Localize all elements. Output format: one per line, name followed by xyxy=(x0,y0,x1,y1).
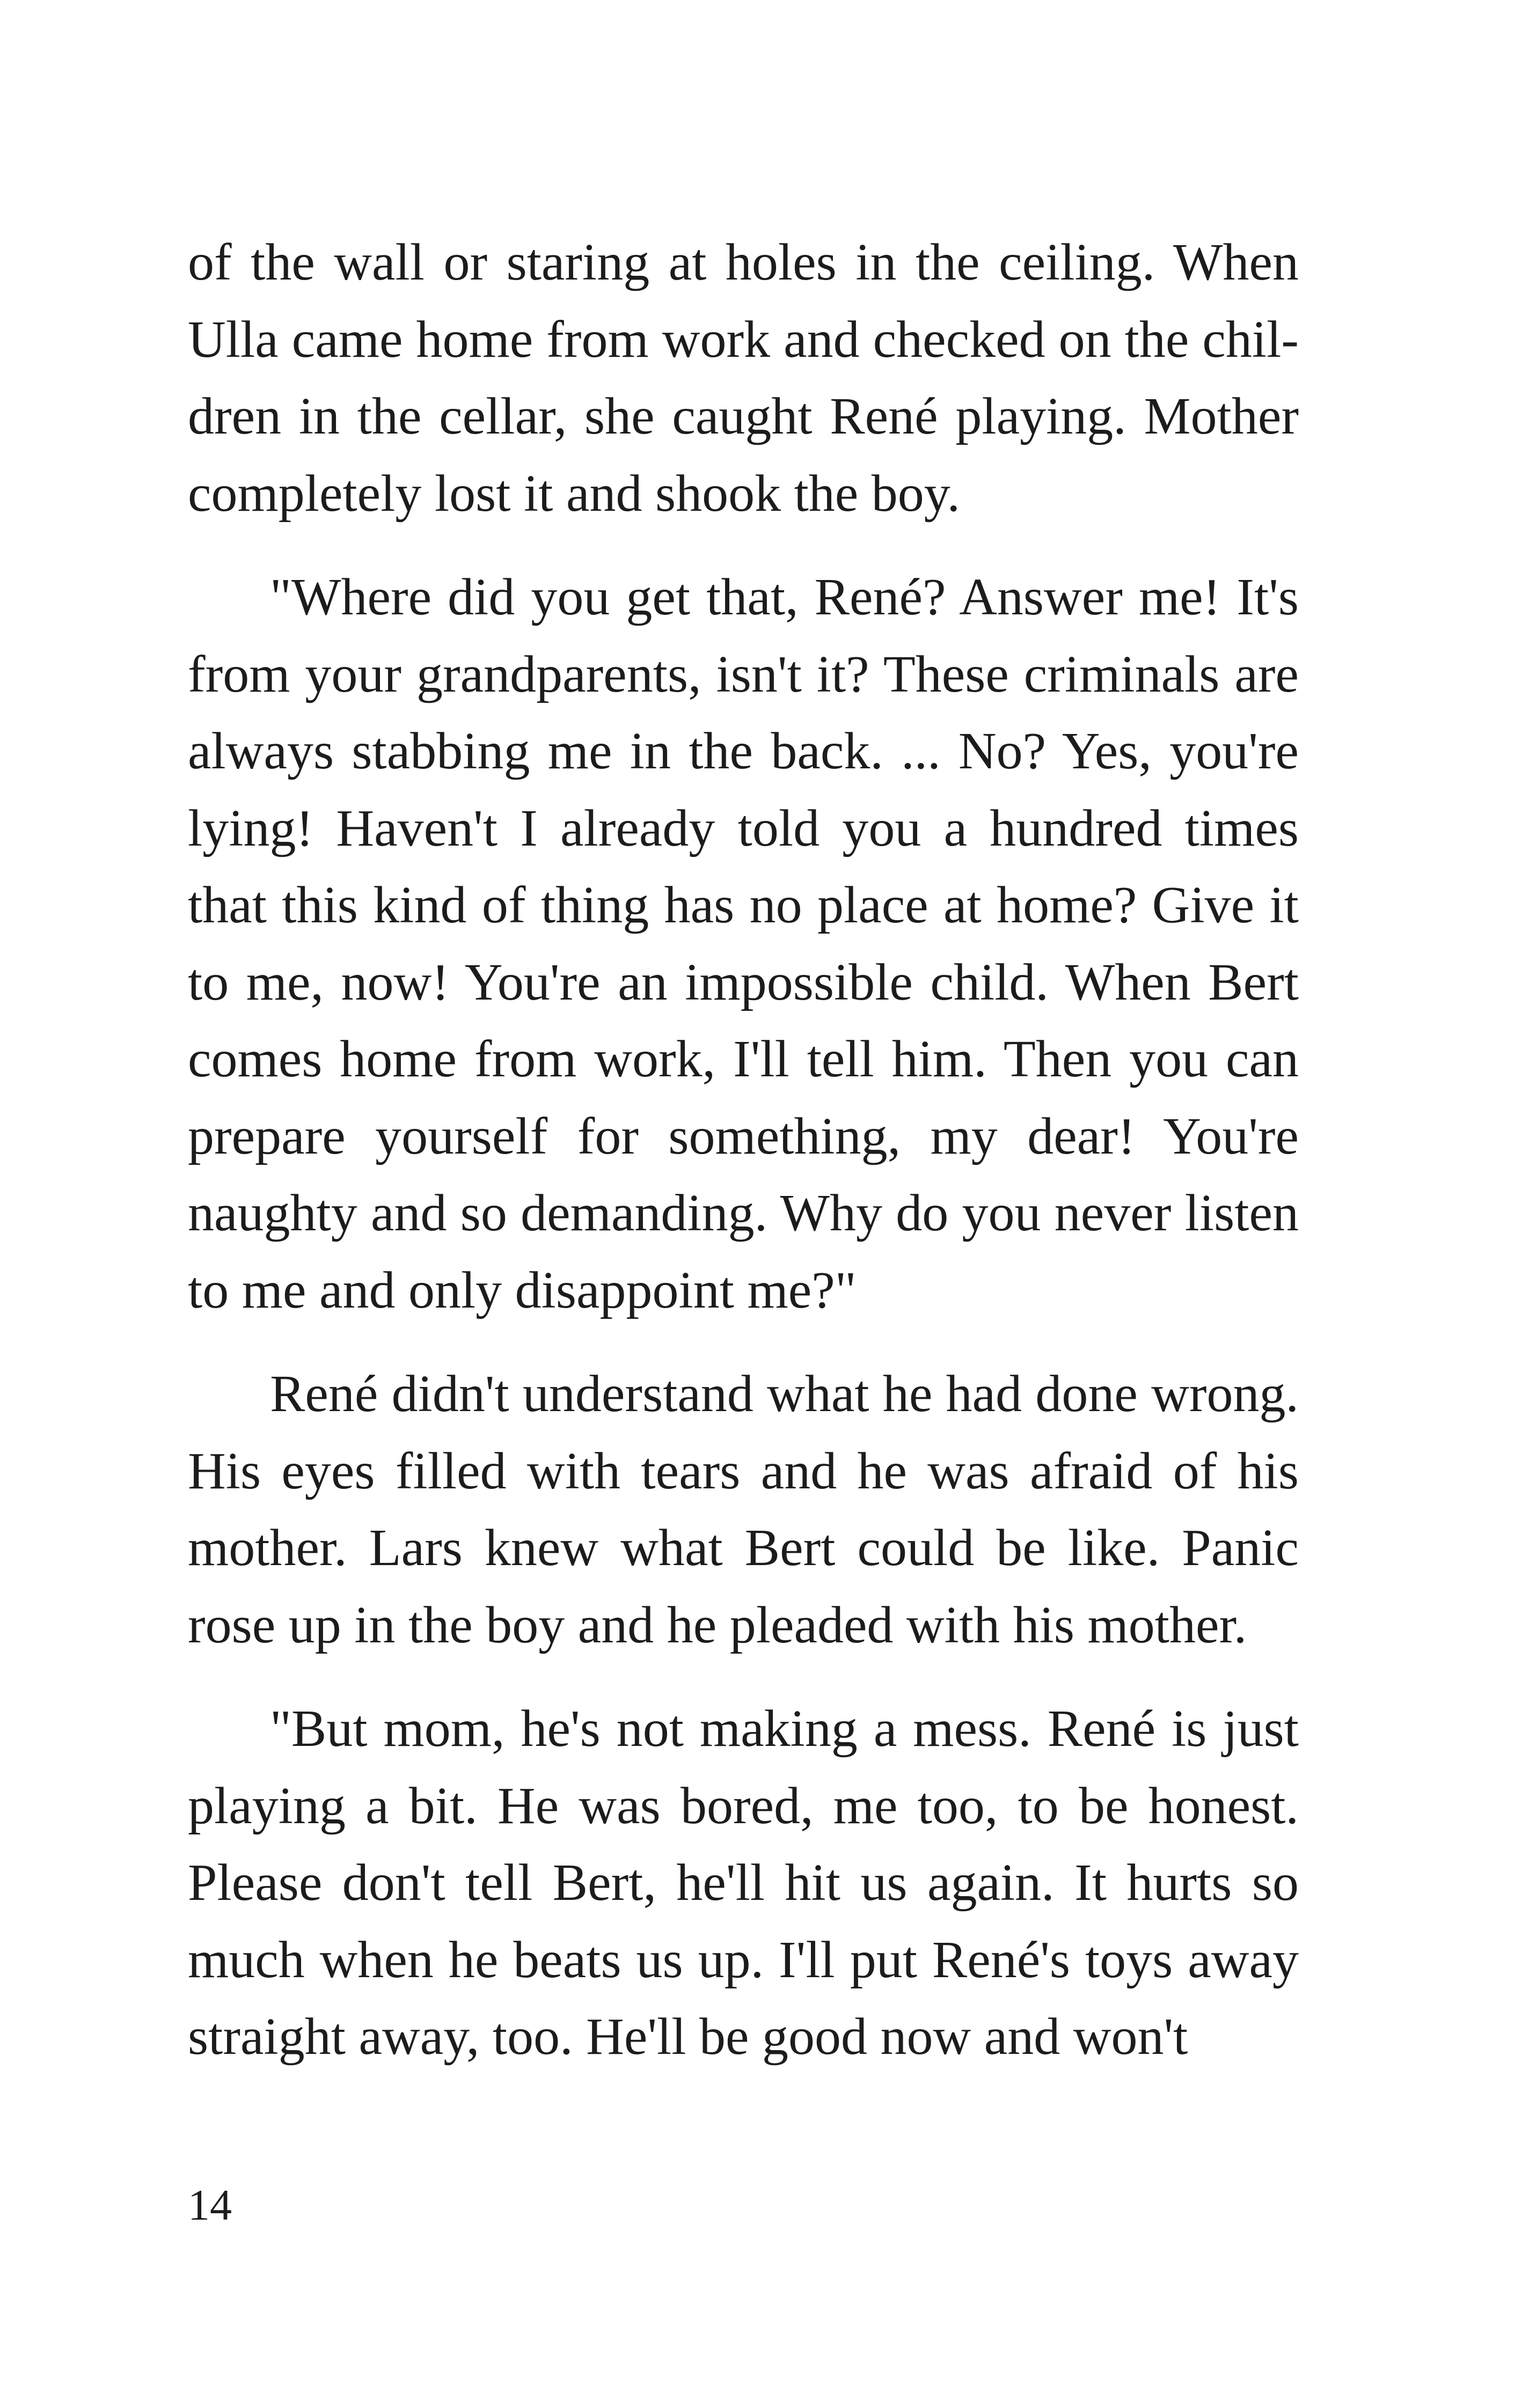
paragraph-4: "But mom, he's not making a mess. René is just playing a bit. He was bored, me too, to be honest. Please don't tell Bert, he'll hit us again. It hurts so much when he beats us up. I'll put René's toys away straight away, too. He'll be good now and won't xyxy=(188,1700,1299,2066)
page-number: 14 xyxy=(188,2181,232,2229)
paragraph-2: "Where did you get that, René? Answer me! It's from your grandparents, isn't it? These criminals are always stabbing me in the back. ... No? Yes, you're lying! Haven't I already told you a hundred times that this kind of thing has no place at home? Give it to me, now! You're an impossible child. When Bert comes home from work, I'll tell him. Then you can prepare yourself for something, my dear! You're naughty and so demanding. Why do you never listen to me and only disappoint me?" xyxy=(188,568,1299,1319)
paragraph-1: of the wall or staring at holes in the ceiling. When Ulla came home from work and checked on the children in the cellar, she caught René playing. Mother completely lost it and shook the boy. xyxy=(188,233,1299,523)
page-text xyxy=(188,224,1299,2076)
paragraph-3: René didn't understand what he had done wrong. His eyes filled with tears and he was afraid of his mother. Lars knew what Bert could be like. Panic rose up in the boy and he pleaded with his mother. xyxy=(188,1365,1299,1654)
